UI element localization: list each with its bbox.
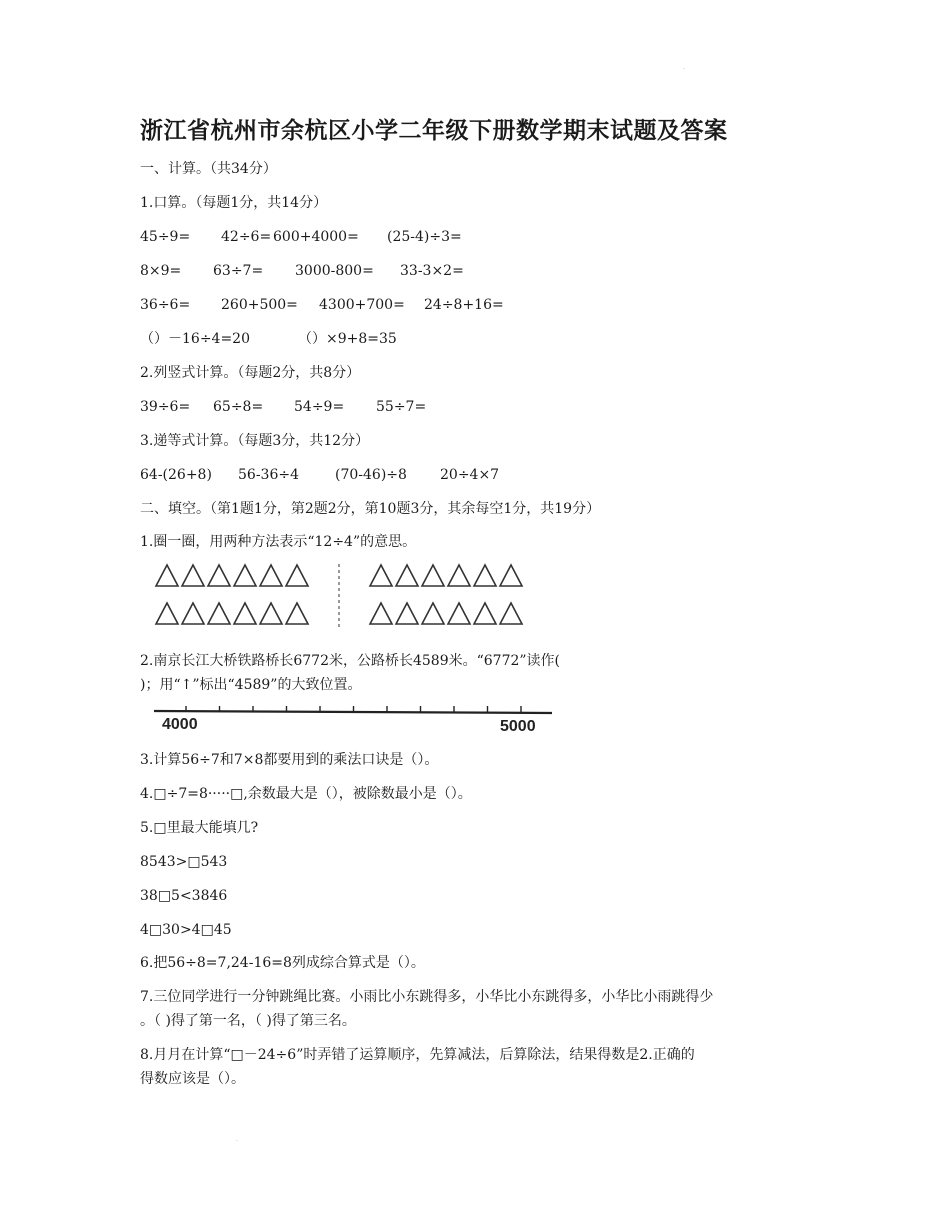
vertical-item: 39÷6= bbox=[140, 399, 191, 415]
fill-q2-line2: )；用“↑”标出“4589”的大致位置。 bbox=[140, 677, 362, 693]
oral-row-2 bbox=[140, 262, 464, 280]
stepwise-item: 64-(26+8) bbox=[140, 467, 212, 483]
triangle-shape bbox=[500, 603, 522, 624]
triangle-shape bbox=[234, 603, 256, 624]
oral-item: 42÷6= bbox=[221, 229, 272, 245]
vertical-calc-row bbox=[140, 398, 426, 416]
triangle-shape bbox=[208, 603, 230, 624]
vertical-item: 54÷9= bbox=[294, 399, 345, 415]
triangle-shape bbox=[156, 603, 178, 624]
vertical-item: 65÷8= bbox=[213, 399, 264, 415]
fill-q4: 4.□÷7=8·····□,余数最大是（），被除数最小是（）。 bbox=[140, 786, 472, 802]
oral-row-3 bbox=[140, 296, 504, 314]
oral-item: 600+4000= bbox=[273, 229, 359, 245]
triangle-shape bbox=[260, 603, 282, 624]
oral-item: 4300+700= bbox=[319, 297, 405, 313]
triangle-shape bbox=[156, 565, 178, 586]
oral-row-4 bbox=[140, 330, 397, 348]
stepwise-item: (70-46)÷8 bbox=[335, 467, 407, 483]
q1-heading: 1.口算。（每题1分，共14分） bbox=[140, 195, 328, 211]
fill-q2-line1: 2.南京长江大桥铁路桥长6772米，公路桥长4589米。“6772”读作( bbox=[140, 653, 561, 669]
triangle-shape bbox=[182, 603, 204, 624]
fill-q8-line1: 8.月月在计算“□－24÷6”时弄错了运算顺序，先算减法，后算除法，结果得数是2.正确的 bbox=[140, 1047, 695, 1063]
triangle-shape bbox=[474, 565, 496, 586]
triangle-shape bbox=[260, 565, 282, 586]
stepwise-item: 56-36÷4 bbox=[238, 467, 299, 483]
oral-item: 45÷9= bbox=[140, 229, 191, 245]
oral-item: （）－16÷4=20 bbox=[140, 331, 250, 347]
triangle-shape bbox=[234, 565, 256, 586]
triangle-shape bbox=[286, 565, 308, 586]
triangle-shape bbox=[370, 565, 392, 586]
oral-item: 3000-800= bbox=[295, 263, 374, 279]
vertical-item: 55÷7= bbox=[376, 399, 427, 415]
document-title: 浙江省杭州市余杭区小学二年级下册数学期末试题及答案 bbox=[140, 118, 728, 144]
number-line-start-label: 4000 bbox=[162, 716, 198, 733]
triangle-shape bbox=[396, 565, 418, 586]
triangles-figure bbox=[152, 560, 532, 634]
oral-item: 63÷7= bbox=[213, 263, 264, 279]
triangle-shape bbox=[448, 565, 470, 586]
oral-item: 36÷6= bbox=[140, 297, 191, 313]
oral-item: 24÷8+16= bbox=[424, 297, 504, 313]
triangle-shape bbox=[182, 565, 204, 586]
fill-q1: 1.圈一圈，用两种方法表示“12÷4”的意思。 bbox=[140, 534, 417, 550]
oral-item: (25-4)÷3= bbox=[387, 229, 462, 245]
section1-heading: 一、计算。（共34分） bbox=[140, 161, 277, 177]
stepwise-calc-row bbox=[140, 466, 499, 484]
triangle-shape bbox=[500, 565, 522, 586]
number-line-end-label: 5000 bbox=[500, 718, 536, 735]
triangle-shape bbox=[448, 603, 470, 624]
number-line bbox=[150, 702, 555, 736]
fill-q7-line2: 。（ )得了第一名，（ )得了第三名。 bbox=[140, 1013, 356, 1029]
triangle-shape bbox=[422, 565, 444, 586]
q2-heading: 2.列竖式计算。（每题2分，共8分） bbox=[140, 365, 361, 381]
oral-item: 8×9= bbox=[140, 263, 182, 279]
triangle-shape bbox=[370, 603, 392, 624]
oral-row-1 bbox=[140, 228, 462, 246]
fill-q5-item: 4□30>4□45 bbox=[140, 922, 232, 938]
fill-q3: 3.计算56÷7和7×8都要用到的乘法口诀是（）。 bbox=[140, 752, 439, 768]
stepwise-item: 20÷4×7 bbox=[440, 467, 500, 483]
triangle-shape bbox=[208, 565, 230, 586]
oral-item: 260+500= bbox=[221, 297, 298, 313]
fill-q8-line2: 得数应该是（）。 bbox=[140, 1071, 245, 1087]
fill-q5-item: 38□5<3846 bbox=[140, 888, 228, 904]
triangle-shape bbox=[286, 603, 308, 624]
section2-heading: 二、填空。（第1题1分，第2题2分，第10题3分，其余每空1分，共19分） bbox=[140, 501, 601, 517]
fill-q5: 5.□里最大能填几? bbox=[140, 820, 259, 836]
triangle-shape bbox=[396, 603, 418, 624]
fill-q5-item: 8543>□543 bbox=[140, 854, 228, 870]
fill-q7-line1: 7.三位同学进行一分钟跳绳比赛。小雨比小东跳得多，小华比小东跳得多，小华比小雨跳得少 bbox=[140, 989, 714, 1005]
triangle-shape bbox=[422, 603, 444, 624]
fill-q6: 6.把56÷8=7,24-16=8列成综合算式是（）。 bbox=[140, 955, 425, 971]
q3-heading: 3.递等式计算。（每题3分，共12分） bbox=[140, 433, 370, 449]
oral-item: 33-3×2= bbox=[400, 263, 464, 279]
oral-item: （）×9+8=35 bbox=[298, 331, 397, 347]
triangle-shape bbox=[474, 603, 496, 624]
